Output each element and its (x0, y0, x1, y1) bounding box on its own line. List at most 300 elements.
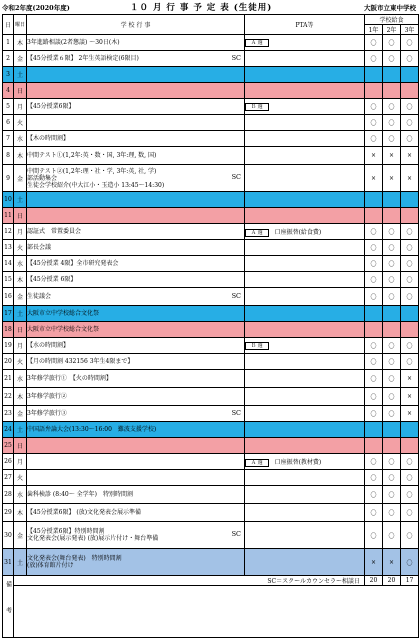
total-grade3: 17 (401, 576, 419, 586)
remarks-area (14, 586, 419, 638)
lunch-mark-grade2: × (383, 549, 401, 576)
pta-cell (245, 322, 365, 338)
weekday: 日 (14, 438, 27, 454)
day-number: 11 (3, 208, 14, 224)
weekday: 土 (14, 306, 27, 322)
schedule-row (3, 522, 419, 549)
event-cell (27, 288, 245, 306)
pta-cell (245, 338, 365, 354)
weekday: 水 (14, 131, 27, 147)
event-text: 3年修学旅行② (27, 393, 67, 400)
weekday: 火 (14, 354, 27, 370)
lunch-mark-grade1: 〇 (365, 224, 383, 240)
sc-marker: SC (231, 53, 241, 62)
day-number: 15 (3, 272, 14, 288)
event-text: 3年進路相談(2者懇談) ～30日(木) (27, 39, 120, 46)
day-number: 19 (3, 338, 14, 354)
lunch-mark-grade3: 〇 (401, 256, 419, 272)
day-number: 2 (3, 51, 14, 67)
event-text: 【木の時間割】 (27, 135, 70, 142)
day-number: 31 (3, 549, 14, 576)
pta-cell (245, 549, 365, 576)
day-number: 14 (3, 256, 14, 272)
event-text: (放)体育館片付け (27, 562, 74, 569)
event-text: 文化発表会(舞台発表) 特別時間割 (27, 555, 122, 562)
pta-cell (245, 486, 365, 504)
schedule-row (3, 338, 419, 354)
lunch-mark-grade2: 〇 (383, 272, 401, 288)
lunch-mark-grade2: 〇 (383, 354, 401, 370)
week-badge: Ａ 週 (245, 39, 269, 47)
lunch-mark-grade3: × (401, 370, 419, 388)
lunch-mark-grade2: 〇 (383, 131, 401, 147)
event-cell (27, 354, 245, 370)
event-text: 3年修学旅行① 【火の時間割】 (27, 375, 112, 382)
lunch-mark-grade1: × (365, 147, 383, 165)
lunch-mark-grade1: 〇 (365, 406, 383, 422)
weekday: 木 (14, 272, 27, 288)
weekday: 金 (14, 406, 27, 422)
day-number: 5 (3, 99, 14, 115)
day-number: 13 (3, 240, 14, 256)
day-number: 12 (3, 224, 14, 240)
pta-cell (245, 35, 365, 51)
pta-text: 口座振替(教材費) (274, 458, 322, 466)
lunch-mark-grade1: 〇 (365, 522, 383, 549)
lunch-mark-grade3: 〇 (401, 486, 419, 504)
event-text: 【45分授業6限】特別時間割 (27, 528, 105, 535)
weekday: 土 (14, 192, 27, 208)
weekday: 水 (14, 486, 27, 504)
pta-cell (245, 354, 365, 370)
event-cell (27, 370, 245, 388)
schedule-row (3, 438, 419, 454)
weekday: 金 (14, 51, 27, 67)
weekday: 水 (14, 256, 27, 272)
lunch-mark-grade2: 〇 (383, 486, 401, 504)
lunch-mark-grade1 (365, 83, 383, 99)
lunch-mark-grade2: 〇 (383, 51, 401, 67)
pta-cell (245, 256, 365, 272)
lunch-mark-grade1 (365, 322, 383, 338)
pta-cell (245, 370, 365, 388)
grade3-header: 3年 (401, 25, 419, 35)
lunch-mark-grade1: 〇 (365, 240, 383, 256)
schedule-row (3, 256, 419, 272)
lunch-mark-grade3: × (401, 165, 419, 192)
pta-cell (245, 99, 365, 115)
pta-cell (245, 83, 365, 99)
event-cell (27, 438, 245, 454)
day-number: 10 (3, 192, 14, 208)
lunch-mark-grade3 (401, 438, 419, 454)
fiscal-year-label: 令和2年度(2020年度) (2, 4, 70, 12)
event-text: 【水の時間割】 (27, 342, 70, 349)
lunch-mark-grade3: 〇 (401, 115, 419, 131)
lunch-mark-grade1 (365, 67, 383, 83)
lunch-mark-grade1 (365, 422, 383, 438)
pta-cell (245, 470, 365, 486)
schedule-row (3, 370, 419, 388)
pta-cell (245, 454, 365, 470)
event-cell (27, 208, 245, 224)
lunch-mark-grade2: 〇 (383, 504, 401, 522)
event-text: 生徒議会 (27, 293, 52, 300)
day-number: 17 (3, 306, 14, 322)
weekday: 火 (14, 115, 27, 131)
lunch-mark-grade3: 〇 (401, 99, 419, 115)
lunch-mark-grade1: × (365, 165, 383, 192)
schedule-row (3, 549, 419, 576)
schedule-table (2, 14, 419, 638)
day-number: 29 (3, 504, 14, 522)
week-badge: Ａ 週 (245, 229, 269, 237)
event-cell (27, 165, 245, 192)
lunch-mark-grade3: 〇 (401, 240, 419, 256)
lunch-mark-grade3 (401, 83, 419, 99)
event-cell (27, 470, 245, 486)
pta-cell (245, 240, 365, 256)
week-badge: Ｂ 週 (245, 103, 269, 111)
lunch-mark-grade2: 〇 (383, 224, 401, 240)
lunch-mark-grade3: × (401, 388, 419, 406)
day-number: 23 (3, 406, 14, 422)
pta-cell (245, 422, 365, 438)
pta-cell (245, 192, 365, 208)
day-number: 22 (3, 388, 14, 406)
week-badge: Ａ 週 (245, 459, 269, 467)
event-text: 生徒会学校紹介(中大江小・玉造小 13:45～14:30) (27, 181, 165, 189)
lunch-mark-grade1: 〇 (365, 35, 383, 51)
pta-cell (245, 165, 365, 192)
lunch-mark-grade1: 〇 (365, 256, 383, 272)
pta-cell (245, 272, 365, 288)
weekday: 土 (14, 422, 27, 438)
event-cell (27, 486, 245, 504)
schedule-row (3, 99, 419, 115)
weekday: 木 (14, 35, 27, 51)
lunch-mark-grade3: 〇 (401, 504, 419, 522)
event-text: 3年修学旅行③ (27, 410, 67, 417)
lunch-mark-grade2 (383, 192, 401, 208)
lunch-header: 学校給食 (365, 15, 419, 25)
event-cell (27, 522, 245, 549)
lunch-mark-grade2: 〇 (383, 115, 401, 131)
event-cell (27, 67, 245, 83)
lunch-mark-grade1: 〇 (365, 388, 383, 406)
lunch-mark-grade1: 〇 (365, 454, 383, 470)
event-text: 【45分授業 4限】全市研究発表会 (27, 260, 119, 267)
lunch-mark-grade2: 〇 (383, 470, 401, 486)
lunch-mark-grade2 (383, 67, 401, 83)
pta-cell (245, 208, 365, 224)
lunch-mark-grade2: 〇 (383, 99, 401, 115)
weekday: 木 (14, 147, 27, 165)
lunch-mark-grade3: 〇 (401, 272, 419, 288)
schedule-row (3, 422, 419, 438)
pta-cell (245, 224, 365, 240)
lunch-mark-grade3 (401, 422, 419, 438)
lunch-mark-grade2: 〇 (383, 388, 401, 406)
schedule-row (3, 240, 419, 256)
pta-cell (245, 504, 365, 522)
page-header (0, 0, 420, 14)
lunch-mark-grade1: × (365, 549, 383, 576)
grade1-header: 1年 (365, 25, 383, 35)
lunch-mark-grade3 (401, 306, 419, 322)
lunch-mark-grade3: 〇 (401, 354, 419, 370)
pta-cell (245, 388, 365, 406)
schedule-row (3, 354, 419, 370)
event-text: 文化発表会(展示発表) (放)展示片付け・舞台準備 (27, 535, 159, 542)
pta-cell (245, 51, 365, 67)
lunch-mark-grade1 (365, 306, 383, 322)
event-text: 部活動集会 (27, 174, 58, 182)
lunch-mark-grade3: 〇 (401, 470, 419, 486)
weekday: 金 (14, 288, 27, 306)
schedule-row (3, 406, 419, 422)
pta-cell (245, 406, 365, 422)
sc-marker: SC (231, 291, 241, 300)
event-cell (27, 147, 245, 165)
sc-marker: SC (231, 530, 241, 538)
pta-cell (245, 147, 365, 165)
grade2-header: 2年 (383, 25, 401, 35)
event-text: 認証式 常置委員会 (27, 228, 82, 235)
sc-note: SC＝スクールカウンセラー相談日 (14, 576, 365, 586)
event-text: 中国語弁論大会(13:30～16:00 難波支援学校) (27, 426, 157, 433)
lunch-mark-grade2: 〇 (383, 454, 401, 470)
lunch-mark-grade2: 〇 (383, 288, 401, 306)
lunch-mark-grade1 (365, 208, 383, 224)
day-number: 16 (3, 288, 14, 306)
day-number: 27 (3, 470, 14, 486)
lunch-mark-grade1: 〇 (365, 288, 383, 306)
event-cell (27, 51, 245, 67)
schedule-row (3, 131, 419, 147)
event-text: 【45分授業 6限】 (27, 276, 77, 283)
sc-marker: SC (231, 408, 241, 417)
schedule-row (3, 35, 419, 51)
schedule-row (3, 165, 419, 192)
day-header: 日 (3, 15, 14, 35)
lunch-mark-grade3: 〇 (401, 224, 419, 240)
lunch-mark-grade2: × (383, 147, 401, 165)
weekday: 日 (14, 83, 27, 99)
lunch-mark-grade1: 〇 (365, 51, 383, 67)
week-badge: Ｂ 週 (245, 342, 269, 350)
event-cell (27, 422, 245, 438)
event-text: 部長会議 (27, 244, 52, 251)
lunch-mark-grade1: 〇 (365, 115, 383, 131)
schedule-row (3, 306, 419, 322)
schedule-row (3, 208, 419, 224)
lunch-mark-grade3 (401, 192, 419, 208)
lunch-mark-grade2: 〇 (383, 522, 401, 549)
total-grade2: 20 (383, 576, 401, 586)
pta-cell (245, 438, 365, 454)
schedule-row (3, 454, 419, 470)
lunch-mark-grade1 (365, 438, 383, 454)
event-cell (27, 224, 245, 240)
school-name: 大阪市立東中学校 (364, 4, 416, 12)
weekday: 水 (14, 370, 27, 388)
lunch-mark-grade2: 〇 (383, 256, 401, 272)
lunch-mark-grade3: × (401, 406, 419, 422)
lunch-mark-grade2: 〇 (383, 406, 401, 422)
lunch-mark-grade2: 〇 (383, 240, 401, 256)
lunch-mark-grade3: × (401, 147, 419, 165)
event-cell (27, 131, 245, 147)
event-cell (27, 454, 245, 470)
pta-cell (245, 131, 365, 147)
weekday: 月 (14, 454, 27, 470)
day-number: 26 (3, 454, 14, 470)
day-number: 1 (3, 35, 14, 51)
pta-header: PTA等 (245, 15, 365, 35)
day-number: 7 (3, 131, 14, 147)
weekday: 日 (14, 322, 27, 338)
day-number: 24 (3, 422, 14, 438)
lunch-mark-grade2 (383, 438, 401, 454)
pta-cell (245, 288, 365, 306)
lunch-mark-grade3: 〇 (401, 454, 419, 470)
pta-cell (245, 67, 365, 83)
schedule-row (3, 115, 419, 131)
event-text: 【月の時間割 432156 3年生4限まで】 (27, 358, 134, 365)
lunch-mark-grade1: 〇 (365, 99, 383, 115)
day-number: 28 (3, 486, 14, 504)
day-number: 4 (3, 83, 14, 99)
lunch-mark-grade2 (383, 208, 401, 224)
lunch-mark-grade3: 〇 (401, 35, 419, 51)
schedule-row (3, 470, 419, 486)
event-cell (27, 338, 245, 354)
lunch-mark-grade2 (383, 322, 401, 338)
schedule-row (3, 388, 419, 406)
event-cell (27, 192, 245, 208)
lunch-mark-grade3 (401, 208, 419, 224)
lunch-mark-grade2: 〇 (383, 35, 401, 51)
lunch-mark-grade3: 〇 (401, 288, 419, 306)
weekday: 火 (14, 470, 27, 486)
weekday: 月 (14, 99, 27, 115)
lunch-mark-grade2: 〇 (383, 370, 401, 388)
schedule-row (3, 224, 419, 240)
lunch-mark-grade1: 〇 (365, 131, 383, 147)
schedule-row (3, 322, 419, 338)
weekday: 土 (14, 549, 27, 576)
lunch-mark-grade3: 〇 (401, 549, 419, 576)
event-text: 中間テスト②(1,2年:理・社・学, 3年:英, 社, 学) (27, 167, 157, 175)
lunch-mark-grade2 (383, 306, 401, 322)
event-cell (27, 306, 245, 322)
lunch-mark-grade1 (365, 192, 383, 208)
day-number: 8 (3, 147, 14, 165)
events-header: 学 校 行 事 (27, 15, 245, 35)
day-number: 3 (3, 67, 14, 83)
weekday: 金 (14, 165, 27, 192)
lunch-mark-grade2: × (383, 165, 401, 192)
schedule-row (3, 504, 419, 522)
lunch-mark-grade1: 〇 (365, 272, 383, 288)
lunch-mark-grade1: 〇 (365, 486, 383, 504)
schedule-row (3, 67, 419, 83)
lunch-mark-grade1: 〇 (365, 470, 383, 486)
event-cell (27, 388, 245, 406)
day-number: 25 (3, 438, 14, 454)
event-text: 【45分授業6限】 (放)文化発表会展示準備 (27, 509, 142, 516)
event-text: 歯科検診 (8:40～ 全学年) 特別時間割 (27, 491, 133, 498)
schedule-row (3, 51, 419, 67)
event-cell (27, 99, 245, 115)
schedule-row (3, 288, 419, 306)
schedule-row (3, 83, 419, 99)
pta-cell (245, 522, 365, 549)
lunch-mark-grade2: 〇 (383, 338, 401, 354)
day-number: 21 (3, 370, 14, 388)
weekday: 金 (14, 522, 27, 549)
lunch-mark-grade1: 〇 (365, 504, 383, 522)
schedule-row (3, 272, 419, 288)
lunch-mark-grade1: 〇 (365, 338, 383, 354)
weekday: 月 (14, 338, 27, 354)
schedule-row (3, 192, 419, 208)
lunch-mark-grade2 (383, 83, 401, 99)
lunch-mark-grade3 (401, 322, 419, 338)
event-cell (27, 504, 245, 522)
day-number: 20 (3, 354, 14, 370)
event-text: 大阪市立中学校総合文化祭 (27, 310, 100, 317)
weekday: 月 (14, 224, 27, 240)
event-cell (27, 322, 245, 338)
lunch-mark-grade3: 〇 (401, 131, 419, 147)
lunch-mark-grade1: 〇 (365, 370, 383, 388)
schedule-row (3, 147, 419, 165)
pta-text: 口座振替(給食費) (274, 228, 322, 236)
event-text: 中間テスト①(1,2年:英・数・国, 3年:理, 数, 国) (27, 152, 157, 159)
weekday: 木 (14, 388, 27, 406)
lunch-mark-grade1: 〇 (365, 354, 383, 370)
lunch-mark-grade3: 〇 (401, 51, 419, 67)
event-cell (27, 256, 245, 272)
pta-cell (245, 115, 365, 131)
event-cell (27, 272, 245, 288)
weekday: 木 (14, 504, 27, 522)
day-number: 6 (3, 115, 14, 131)
event-text: 大阪市立中学校総合文化祭 (27, 326, 100, 333)
lunch-mark-grade3 (401, 67, 419, 83)
weekday: 日 (14, 208, 27, 224)
lunch-mark-grade3: 〇 (401, 338, 419, 354)
event-cell (27, 549, 245, 576)
lunch-mark-grade3: 〇 (401, 522, 419, 549)
schedule-row (3, 486, 419, 504)
schedule-rows (3, 35, 419, 576)
sc-marker: SC (231, 173, 241, 181)
day-number: 30 (3, 522, 14, 549)
event-cell (27, 406, 245, 422)
weekday: 土 (14, 67, 27, 83)
lunch-mark-grade2 (383, 422, 401, 438)
event-cell (27, 35, 245, 51)
page-title: １０ 月 行 事 予 定 表 (生徒用) (130, 3, 273, 13)
remarks-label: 備考 (3, 576, 14, 638)
day-number: 9 (3, 165, 14, 192)
day-number: 18 (3, 322, 14, 338)
weekday-header: 曜日 (14, 15, 27, 35)
event-text: 【45分授業６限】 2年生英語検定(6限目) (27, 55, 139, 62)
